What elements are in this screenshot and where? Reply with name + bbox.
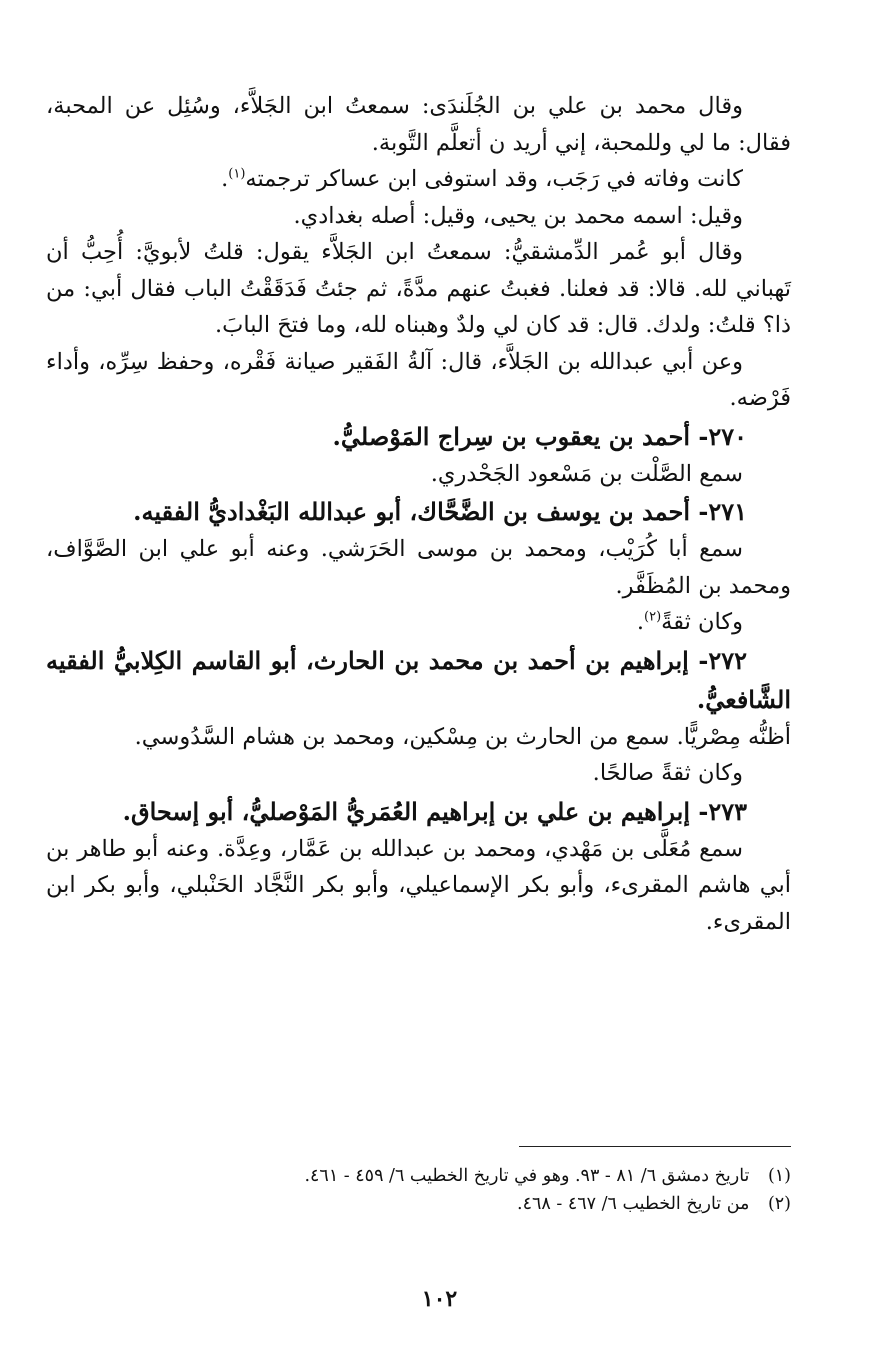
entry-272-heading: ٢٧٢- إبراهيم بن أحمد بن محمد بن الحارث، أبو القاسم الكِلابيُّ الفقيه الشَّافعيُّ. (46, 645, 791, 714)
entry-273-body: سمع مُعَلَّى بن مَهْدي، ومحمد بن عبدالله بن عَمَّار، وعِدَّة. وعنه أبو طاهر بن أبي هاشم المقرىء، وأبو بكر الإسماعيلي، وأبو بكر النَّجَّاد الحَنْبلي، وأبو بكر ابن المقرىء. (46, 835, 791, 935)
entry-272-note: وكان ثقةً صالحًا. (592, 760, 743, 786)
entry-270-body: سمع الصَّلْت بن مَسْعود الجَحْدري. (430, 460, 743, 487)
paragraph-name: وقيل: اسمه محمد بن يحيى، وقيل: أصله بغدادي. (293, 202, 743, 229)
footnote-2-number: (٢) (767, 1194, 791, 1214)
footnote-1 (46, 1162, 791, 1190)
footnote-divider (519, 1146, 791, 1147)
paragraph-death (46, 161, 791, 198)
entry-272-body: أظنُّه مِصْريًّا. سمع من الحارث بن مِسْكين، ومحمد بن هشام السَّدُوسي. (134, 723, 791, 750)
footnote-1-text: تاريخ دمشق ٦/ ٨١ - ٩٣. وهو في تاريخ الخطيب ٦/ ٤٥٩ - ٤٦١. (304, 1166, 750, 1186)
footnote-ref-1[interactable]: (١) (228, 166, 246, 182)
death-period: . (221, 166, 229, 192)
page-body (46, 88, 791, 940)
paragraph-dimashqi: وقال أبو عُمر الدِّمشقيُّ: سمعتُ ابن الجَلاَّء يقول: قلتُ لأبويَّ: أُحِبُّ أن تَهباني لله. قالا: قد فعلنا. فغبتُ عنهم مدَّةً، ثم جئتُ فَدَقَقْتُ الباب فقال أبي: من ذا؟ قلتُ: ولدك. قال: قد كان لي ولدٌ وهبناه لله، وما فتحَ البابَ. (46, 239, 791, 338)
death-text: كانت وفاته في رَجَب، وقد استوفى ابن عساكر ترجمته (245, 166, 743, 192)
paragraph-jalandi: وقال محمد بن علي بن الجُلَندَى: سمعتُ ابن الجَلاَّء، وسُئِل عن المحبة، فقال: ما لي وللمحبة، إني أريد ن أتعلَّم التَّوبة. (46, 93, 791, 156)
entry-271-note-period: . (636, 609, 645, 635)
entry-271-note (46, 604, 791, 641)
entry-270-heading: ٢٧٠- أحمد بن يعقوب بن سِراج المَوْصليُّ. (332, 421, 747, 451)
entry-271-heading: ٢٧١- أحمد بن يوسف بن الضَّحَّاك، أبو عبدالله البَغْداديُّ الفقيه. (133, 497, 747, 526)
footnote-2 (46, 1190, 791, 1218)
entry-271-note-text: وكان ثقةً (661, 609, 743, 635)
footnote-2-text: من تاريخ الخطيب ٦/ ٤٦٧ - ٤٦٨. (517, 1194, 750, 1214)
footnote-1-number: (١) (767, 1166, 791, 1186)
entry-271-body: سمع أبا كُرَيْب، ومحمد بن موسى الحَرَشي. وعنه أبو علي ابن الصَّوَّاف، ومحمد بن المُظَفَّر. (46, 536, 791, 599)
entry-273-heading: ٢٧٣- إبراهيم بن علي بن إبراهيم العُمَريُّ المَوْصليُّ، أبو إسحاق. (122, 796, 747, 826)
page-number: ١٠٢ (421, 1286, 458, 1312)
footnote-ref-2[interactable]: (٢) (644, 609, 662, 625)
paragraph-faqir: وعن أبي عبدالله بن الجَلاَّء، قال: آلةُ الفَقير صيانة فَقْره، وحفظ سِرِّه، وأداء فَرْضه. (46, 348, 791, 411)
footnotes (46, 1162, 791, 1218)
